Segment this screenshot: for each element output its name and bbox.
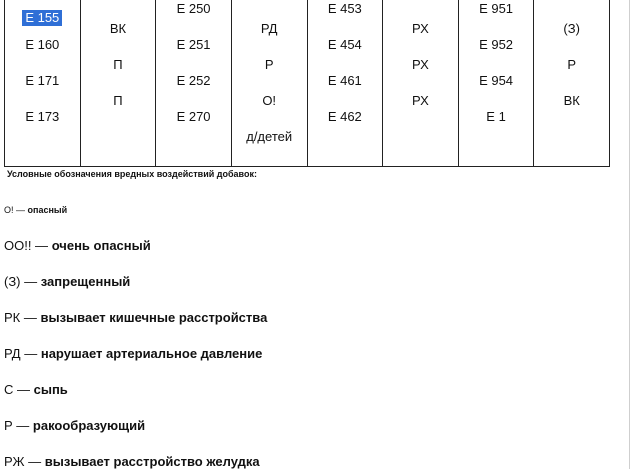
legend-code: (З) — xyxy=(4,274,38,289)
cell-text: Е 173 xyxy=(25,109,60,124)
cell-text: ВК xyxy=(563,93,580,108)
legend-code: РК — xyxy=(4,310,37,325)
legend-item-carcinogenic xyxy=(4,418,145,433)
cell-text: Е 250 xyxy=(176,1,211,16)
cell-text: О! xyxy=(262,93,277,108)
cell-text: П xyxy=(113,57,123,72)
legend-desc: очень опасный xyxy=(51,238,151,253)
legend-desc: опасный xyxy=(27,205,68,215)
cell-text: (З) xyxy=(563,21,580,36)
cell-text: Р xyxy=(567,57,577,72)
legend-desc: сыпь xyxy=(33,382,68,397)
cell-text: РХ xyxy=(412,21,429,36)
selected-text[interactable]: Е 155 xyxy=(22,10,62,26)
table-cell-col-2 xyxy=(80,0,156,167)
cell-text: Е 1 xyxy=(486,109,506,124)
table-cell-col-4 xyxy=(231,0,307,167)
cell-text: Р xyxy=(264,57,274,72)
page-edge-line xyxy=(629,0,630,469)
legend-code: РЖ — xyxy=(4,454,42,469)
legend-item-very-dangerous xyxy=(4,238,151,253)
legend-item-dangerous xyxy=(4,205,67,215)
table-cell-col-8 xyxy=(534,0,610,167)
table-cell-col-7 xyxy=(458,0,534,167)
cell-text: Е 160 xyxy=(25,37,60,52)
legend-item-rash xyxy=(4,382,68,397)
table-cell-col-5 xyxy=(307,0,383,167)
legend-desc: нарушает артериальное давление xyxy=(40,346,263,361)
cell-text: Е 251 xyxy=(176,37,211,52)
legend-title: Условные обозначения вредных воздействий добавок: xyxy=(7,169,257,179)
cell-text: РХ xyxy=(412,57,429,72)
cell-text: Е 171 xyxy=(25,73,60,88)
legend-item-intestinal xyxy=(4,310,267,325)
legend-code: Р — xyxy=(4,418,30,433)
cell-text: Е 454 xyxy=(327,37,362,52)
legend-code: О! — xyxy=(4,205,26,215)
cell-text: Е 952 xyxy=(479,37,514,52)
cell-text: Е 951 xyxy=(479,1,514,16)
table-cell-col-6 xyxy=(383,0,459,167)
cell-text: РХ xyxy=(412,93,429,108)
legend-code: ОО!! — xyxy=(4,238,49,253)
legend-desc: вызывает расстройство желудка xyxy=(44,454,260,469)
legend-desc: вызывает кишечные расстройства xyxy=(40,310,268,325)
table-cell-col-3 xyxy=(156,0,232,167)
cell-text: Е 954 xyxy=(479,73,514,88)
cell-text: ВК xyxy=(109,21,127,36)
legend-desc: ракообразующий xyxy=(32,418,146,433)
legend-item-blood-pressure xyxy=(4,346,262,361)
legend-item-stomach xyxy=(4,454,260,469)
legend-code: РД — xyxy=(4,346,38,361)
legend-desc: запрещенный xyxy=(40,274,131,289)
cell-text: Е 252 xyxy=(176,73,211,88)
cell-text: д/детей xyxy=(246,129,293,144)
table-cell-col-1 xyxy=(5,0,81,167)
table-row xyxy=(5,0,610,167)
legend-code: С — xyxy=(4,382,30,397)
cell-text: П xyxy=(113,93,123,108)
cell-text: Е 453 xyxy=(327,1,362,16)
cell-text: Е 270 xyxy=(176,109,211,124)
cell-text: РД xyxy=(260,21,278,36)
cell-text: Е 461 xyxy=(327,73,362,88)
cell-text: Е 462 xyxy=(327,109,362,124)
legend-item-forbidden xyxy=(4,274,130,289)
additives-table xyxy=(4,0,610,167)
